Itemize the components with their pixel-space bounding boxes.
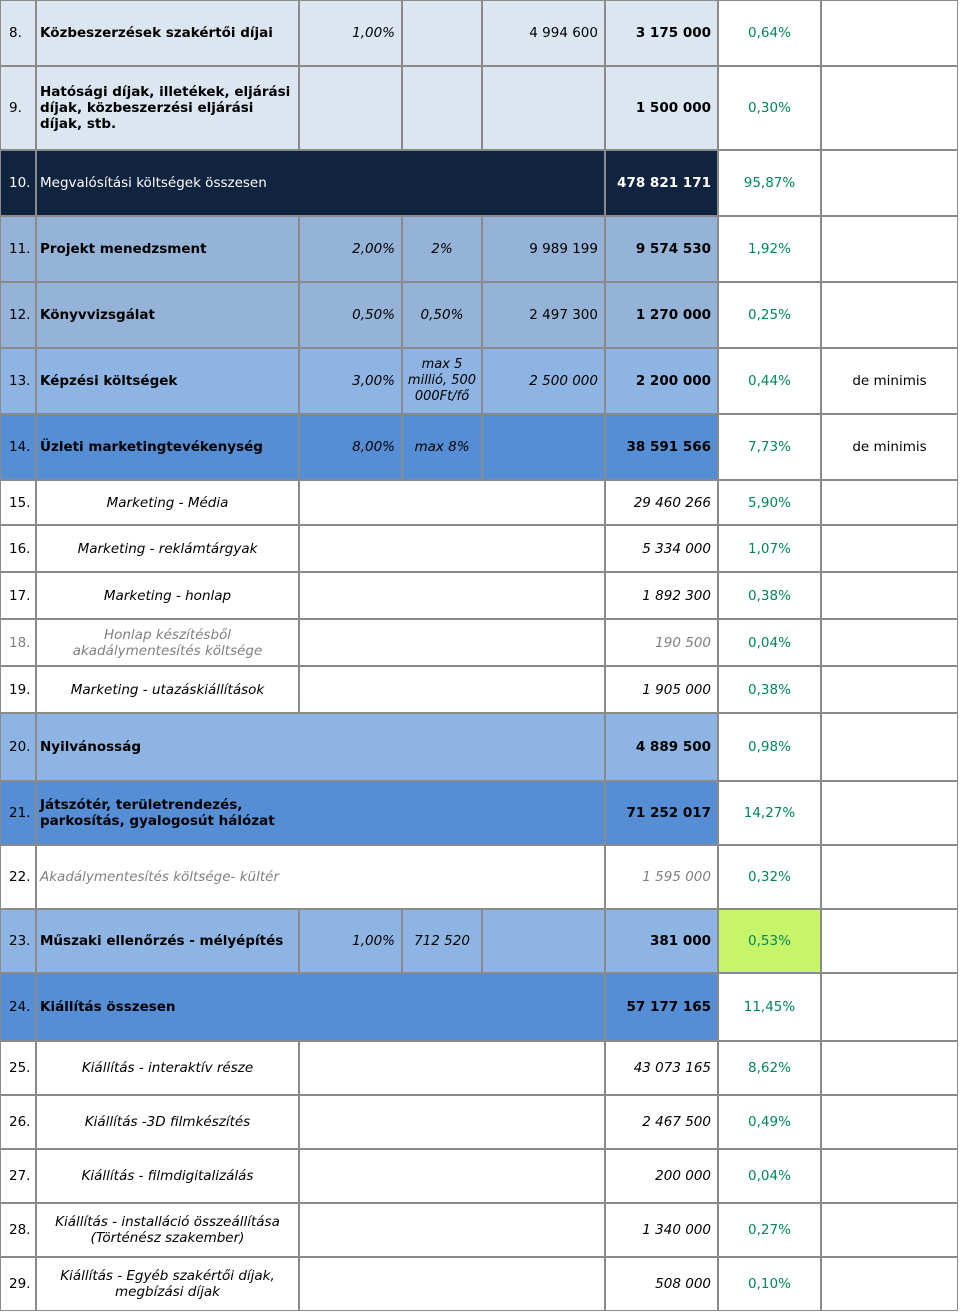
row-note [821, 150, 958, 216]
row-limit: 2% [402, 216, 482, 282]
row-number: 25. [0, 1041, 36, 1095]
row-planned: 9 989 199 [482, 216, 605, 282]
row-name: Képzési költségek [36, 348, 299, 414]
table-row [0, 1257, 958, 1311]
row-amount: 478 821 171 [605, 150, 718, 216]
row-limit [402, 0, 482, 66]
row-number: 8. [0, 0, 36, 66]
row-limit [402, 66, 482, 150]
table-row [0, 0, 958, 66]
row-note [821, 1149, 958, 1203]
row-name: Projekt menedzsment [36, 216, 299, 282]
row-note [821, 619, 958, 666]
row-number: 26. [0, 1095, 36, 1149]
table-row [0, 282, 958, 348]
row-share: 0,32% [718, 845, 821, 909]
row-number: 22. [0, 845, 36, 909]
table-row [0, 781, 958, 845]
row-name: Honlap készítésből akadálymentesítés költsége [36, 619, 299, 666]
row-number: 19. [0, 666, 36, 713]
row-blank [299, 1149, 605, 1203]
row-share: 0,30% [718, 66, 821, 150]
row-share: 0,04% [718, 619, 821, 666]
row-share: 0,49% [718, 1095, 821, 1149]
row-number: 29. [0, 1257, 36, 1311]
row-amount: 4 889 500 [605, 713, 718, 781]
row-rate: 8,00% [299, 414, 402, 480]
row-amount: 1 905 000 [605, 666, 718, 713]
row-share: 0,53% [718, 909, 821, 973]
row-name: Marketing - utazáskiállítások [36, 666, 299, 713]
row-amount: 43 073 165 [605, 1041, 718, 1095]
table-row [0, 480, 958, 525]
row-blank [299, 525, 605, 572]
row-share: 0,38% [718, 572, 821, 619]
row-rate: 1,00% [299, 909, 402, 973]
table-row [0, 1149, 958, 1203]
table-row [0, 713, 958, 781]
row-name-text: Játszótér, területrendezés, parkosítás, gyalogosút hálózat [40, 797, 275, 829]
row-name: Marketing - Média [36, 480, 299, 525]
row-amount: 5 334 000 [605, 525, 718, 572]
table-row [0, 619, 958, 666]
row-note [821, 973, 958, 1041]
row-name: Marketing - honlap [36, 572, 299, 619]
table-row [0, 973, 958, 1041]
row-amount: 1 500 000 [605, 66, 718, 150]
table-row [0, 845, 958, 909]
row-rate: 2,00% [299, 216, 402, 282]
row-note [821, 909, 958, 973]
row-number: 12. [0, 282, 36, 348]
row-name: Kiállítás - interaktív része [36, 1041, 299, 1095]
row-amount: 9 574 530 [605, 216, 718, 282]
row-name: Kiállítás - Egyéb szakértői díjak, megbízási díjak [36, 1257, 299, 1311]
row-planned [482, 66, 605, 150]
row-note [821, 713, 958, 781]
row-note [821, 1203, 958, 1257]
row-share: 0,38% [718, 666, 821, 713]
row-share: 0,27% [718, 1203, 821, 1257]
row-number: 14. [0, 414, 36, 480]
row-share: 11,45% [718, 973, 821, 1041]
row-blank [299, 572, 605, 619]
row-limit: 0,50% [402, 282, 482, 348]
row-note [821, 781, 958, 845]
row-share: 14,27% [718, 781, 821, 845]
row-number: 18. [0, 619, 36, 666]
table-row [0, 1095, 958, 1149]
table-row [0, 66, 958, 150]
row-name: Akadálymentesítés költsége- kültér [36, 845, 605, 909]
row-amount: 2 467 500 [605, 1095, 718, 1149]
row-name: Nyilvánosság [36, 713, 605, 781]
row-note [821, 666, 958, 713]
table-row [0, 1041, 958, 1095]
row-number: 17. [0, 572, 36, 619]
row-share: 0,10% [718, 1257, 821, 1311]
row-share: 0,98% [718, 713, 821, 781]
row-note [821, 1041, 958, 1095]
row-amount: 1 892 300 [605, 572, 718, 619]
row-blank [299, 1095, 605, 1149]
row-number: 24. [0, 973, 36, 1041]
row-limit: max 5 millió, 500 000Ft/fő [402, 348, 482, 414]
row-note [821, 525, 958, 572]
row-blank [299, 1257, 605, 1311]
row-number: 13. [0, 348, 36, 414]
row-amount: 190 500 [605, 619, 718, 666]
row-note [821, 1095, 958, 1149]
row-name: Műszaki ellenőrzés - mélyépítés [36, 909, 299, 973]
table-row [0, 909, 958, 973]
row-number: 23. [0, 909, 36, 973]
row-note [821, 216, 958, 282]
row-amount: 29 460 266 [605, 480, 718, 525]
row-note [821, 572, 958, 619]
row-amount: 508 000 [605, 1257, 718, 1311]
row-share: 8,62% [718, 1041, 821, 1095]
row-name: Kiállítás -3D filmkészítés [36, 1095, 299, 1149]
row-name: Megvalósítási költségek összesen [36, 150, 605, 216]
row-number: 16. [0, 525, 36, 572]
row-note: de minimis [821, 348, 958, 414]
row-rate: 0,50% [299, 282, 402, 348]
row-number: 9. [0, 66, 36, 150]
row-blank [299, 619, 605, 666]
row-number: 21. [0, 781, 36, 845]
row-rate [299, 66, 402, 150]
table-row [0, 348, 958, 414]
row-note [821, 66, 958, 150]
table-row [0, 1203, 958, 1257]
row-share: 5,90% [718, 480, 821, 525]
row-amount: 200 000 [605, 1149, 718, 1203]
row-amount: 1 595 000 [605, 845, 718, 909]
row-name: Hatósági díjak, illetékek, eljárási díjak, közbeszerzési eljárási díjak, stb. [36, 66, 299, 150]
table-row [0, 414, 958, 480]
row-planned: 4 994 600 [482, 0, 605, 66]
row-amount: 381 000 [605, 909, 718, 973]
row-name: Marketing - reklámtárgyak [36, 525, 299, 572]
row-note [821, 282, 958, 348]
row-limit: 712 520 [402, 909, 482, 973]
row-name: Közbeszerzések szakértői díjai [36, 0, 299, 66]
row-share: 95,87% [718, 150, 821, 216]
table-row [0, 150, 958, 216]
row-blank [299, 480, 605, 525]
row-number: 20. [0, 713, 36, 781]
row-number: 11. [0, 216, 36, 282]
row-note [821, 480, 958, 525]
table-row [0, 572, 958, 619]
row-amount: 3 175 000 [605, 0, 718, 66]
table-row [0, 216, 958, 282]
row-share: 0,25% [718, 282, 821, 348]
row-share: 0,04% [718, 1149, 821, 1203]
row-amount: 1 340 000 [605, 1203, 718, 1257]
row-note [821, 845, 958, 909]
row-name: Könyvvizsgálat [36, 282, 299, 348]
row-name: Kiállítás összesen [36, 973, 605, 1041]
row-planned: 2 497 300 [482, 282, 605, 348]
row-share: 1,07% [718, 525, 821, 572]
row-name: Kiállítás - installáció összeállítása (Történész szakember) [36, 1203, 299, 1257]
row-share: 7,73% [718, 414, 821, 480]
row-amount: 1 270 000 [605, 282, 718, 348]
row-planned: 2 500 000 [482, 348, 605, 414]
row-note [821, 1257, 958, 1311]
row-planned [482, 414, 605, 480]
row-share: 0,44% [718, 348, 821, 414]
row-amount: 57 177 165 [605, 973, 718, 1041]
table-row [0, 525, 958, 572]
row-amount: 38 591 566 [605, 414, 718, 480]
row-planned [482, 909, 605, 973]
row-limit: max 8% [402, 414, 482, 480]
row-amount: 2 200 000 [605, 348, 718, 414]
row-note [821, 0, 958, 66]
row-blank [299, 666, 605, 713]
row-share: 0,64% [718, 0, 821, 66]
row-number: 10. [0, 150, 36, 216]
row-number: 15. [0, 480, 36, 525]
table-row [0, 666, 958, 713]
row-name [36, 781, 605, 845]
row-amount: 71 252 017 [605, 781, 718, 845]
row-share: 1,92% [718, 216, 821, 282]
row-blank [299, 1041, 605, 1095]
row-name: Üzleti marketingtevékenység [36, 414, 299, 480]
row-number: 27. [0, 1149, 36, 1203]
row-blank [299, 1203, 605, 1257]
row-rate: 1,00% [299, 0, 402, 66]
row-name: Kiállítás - filmdigitalizálás [36, 1149, 299, 1203]
row-note: de minimis [821, 414, 958, 480]
row-rate: 3,00% [299, 348, 402, 414]
row-number: 28. [0, 1203, 36, 1257]
